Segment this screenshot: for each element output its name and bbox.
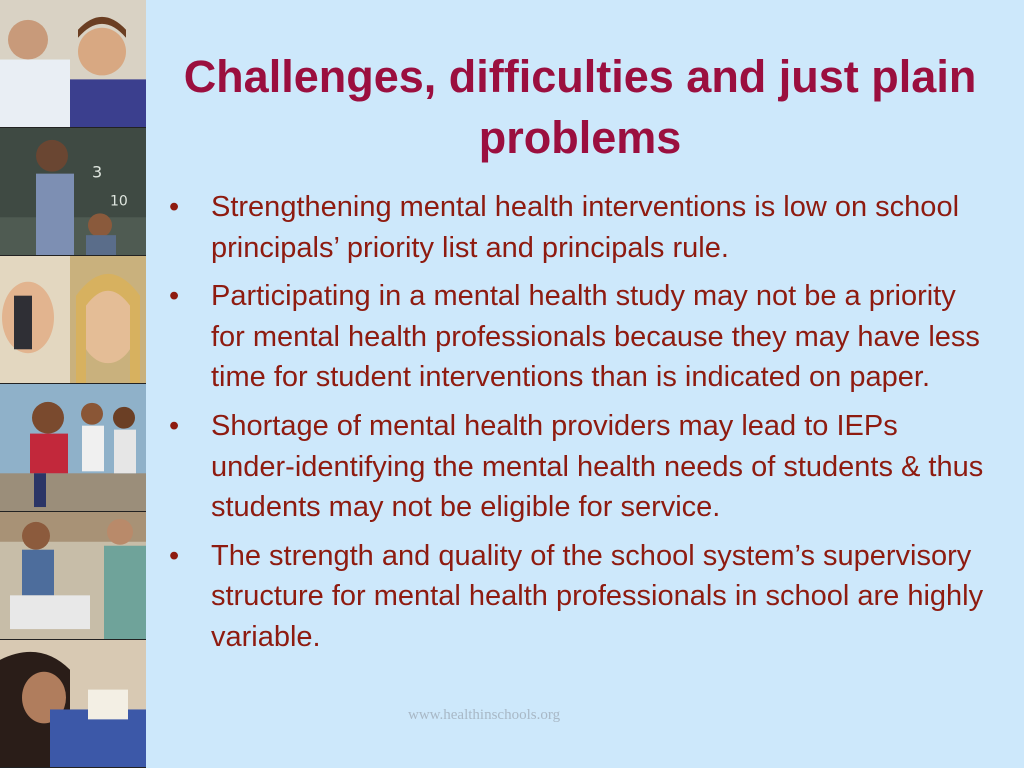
photo-girl-reading [0, 640, 146, 768]
bullet-dot-icon: • [169, 409, 180, 442]
photo-girl-with-microscope [0, 256, 146, 384]
bullet-list [165, 187, 985, 666]
bullet-dot-icon: • [169, 539, 180, 572]
bullet-dot-icon: • [169, 280, 180, 313]
bullet-text: Strengthening mental health interventions is low on school principals’ priority list and principals rule. [211, 191, 960, 264]
bullet-item-providers-shortage [165, 406, 985, 528]
svg-text:10: 10 [109, 193, 128, 210]
bullet-text: Participating in a mental health study may not be a priority for mental health professionals because they may have less time for student interventions than is indicated on paper. [211, 280, 980, 394]
photo-collage-strip [0, 0, 146, 768]
svg-text:3: 3 [92, 162, 103, 182]
bullet-item-principals [165, 187, 985, 268]
photo-teacher-and-student [0, 0, 146, 128]
bullet-text: The strength and quality of the school system’s supervisory structure for mental health professionals in school are highly variable. [211, 539, 984, 653]
photo-nurse-with-children [0, 512, 146, 640]
bullet-item-supervisory-structure [165, 536, 985, 658]
bullet-dot-icon: • [169, 191, 180, 223]
footer-url: www.healthinschools.org [408, 707, 561, 723]
photo-student-at-chalkboard [0, 128, 146, 256]
bullet-item-professionals [165, 276, 985, 398]
bullet-text: Shortage of mental health providers may lead to IEPs under-identifying the mental health needs of students & thus students may not be eligible for service. [211, 409, 984, 524]
slide-title: Challenges, difficulties and just plain problems [183, 51, 977, 163]
photo-children-running [0, 384, 146, 512]
